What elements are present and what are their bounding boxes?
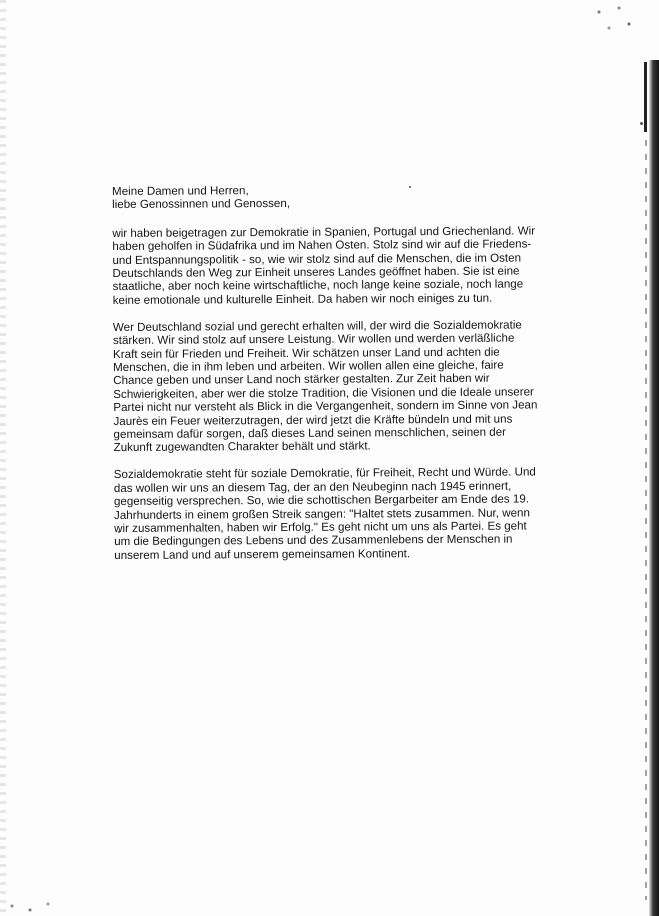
salutation-line: liebe Genossinnen und Genossen, — [112, 197, 291, 212]
text-line: Jaurès ein Feuer weiterzutragen, der wird jetzt die Kräfte bündeln und mit uns — [113, 412, 513, 428]
scan-right-edge-mark — [644, 62, 647, 132]
text-line: staatliche, aber noch keine wirtschaftliche, noch lange keine soziale, noch lange — [112, 277, 524, 294]
text-line: und Entspannungspolitik - so, wie wir stolz sind auf die Menschen, die im Osten — [112, 251, 522, 267]
paragraph-2 — [113, 318, 542, 455]
text-line: Deutschlands den Weg zur Einheit unseres Landes geöffnet haben. Sie ist eine — [112, 264, 520, 281]
text-line: das wollen wir uns an diesem Tag, der an den Neubeginn nach 1945 erinnert, — [113, 479, 512, 495]
text-line: Zukunft zugewandten Charakter behält und stärkt. — [113, 439, 371, 455]
salutation-line: Meine Damen und Herren, — [112, 184, 249, 198]
text-line: stärken. Wir sind stolz auf unsere Leistung. Wir wollen und werden verläßliche — [112, 331, 515, 348]
text-line: keine emotionale und kulturelle Einheit. Da haben wir noch einiges zu tun. — [112, 291, 493, 307]
scan-noise-bottom-left — [0, 896, 60, 916]
scan-left-edge — [0, 0, 6, 916]
text-line: Partei nicht nur versteht als Blick in die Vergangenheit, sondern im Sinne von Jean — [113, 398, 538, 415]
text-line: unserem Land und auf unserem gemeinsamen Kontinent. — [114, 546, 411, 562]
text-line: gemeinsam dafür sorgen, daß dieses Land seinen menschlichen, seinen der — [113, 425, 507, 441]
text-line: Schwierigkeiten, aber wer die stolze Tradition, die Visionen und die Ideale unserer — [113, 385, 534, 401]
text-line: Jahrhunderts in einem großen Streik sangen: "Haltet stets zusammen. Nur, wenn — [113, 505, 530, 522]
paragraph-1 — [112, 224, 540, 307]
text-line: Menschen, die in ihm leben und arbeiten. Wir wollen allen eine gleiche, faire — [113, 358, 504, 374]
text-line: um die Bedingungen des Lebens und des Zusammenlebens der Menschen in — [114, 532, 513, 549]
scan-right-edge — [649, 60, 659, 916]
scan-noise-top-right — [589, 0, 639, 40]
text-line: Sozialdemokratie steht für soziale Demokratie, für Freiheit, Recht und Würde. Und — [113, 465, 536, 482]
text-line: gegenseitig versprechen. So, wie die schottischen Bergarbeiter am Ende des 19. — [113, 492, 530, 509]
text-line: haben geholfen in Südafrika und im Nahen Osten. Stolz sind wir auf die Friedens- — [112, 237, 532, 254]
letter-body — [112, 182, 542, 575]
scan-right-edge-dashes — [645, 140, 647, 900]
paragraph-3 — [114, 466, 543, 562]
text-line: wir zusammenhalten, haben wir Erfolg." Es geht nicht um uns als Partei. Es geht — [114, 519, 527, 535]
salutation — [112, 182, 540, 211]
text-line: Chance geben und unser Land noch stärker gestalten. Zur Zeit haben wir — [113, 372, 490, 388]
scan-speck — [640, 122, 643, 125]
text-line: Kraft sein für Frieden und Freiheit. Wir schätzen unser Land und achten die — [112, 345, 500, 361]
text-line: wir haben beigetragen zur Demokratie in Spanien, Portugal und Griechenland. Wir — [112, 224, 536, 240]
text-line: Wer Deutschland sozial und gerecht erhalten will, der wird die Sozialdemokratie — [112, 318, 522, 334]
